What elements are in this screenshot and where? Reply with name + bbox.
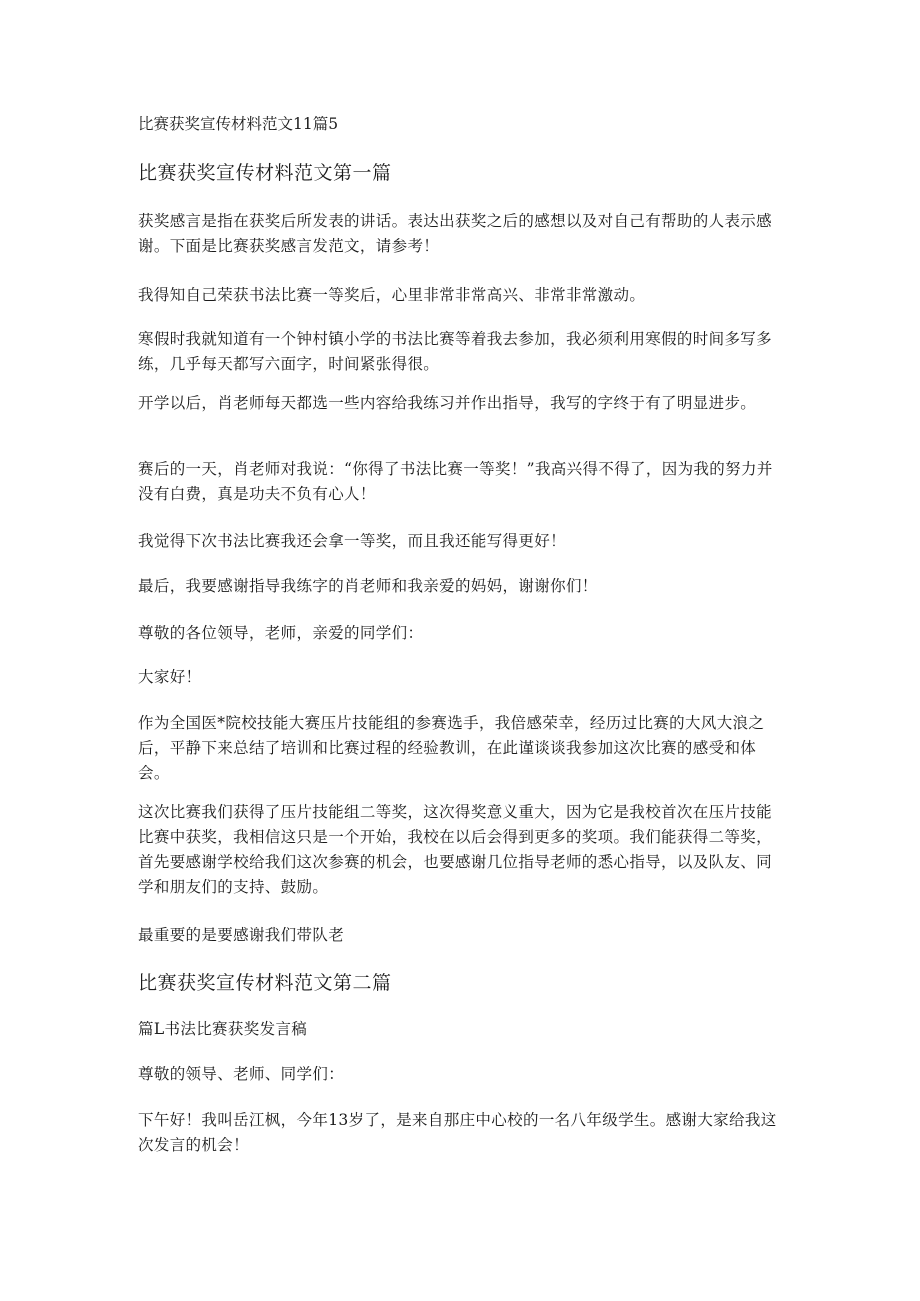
paragraph: 这次比赛我们获得了压片技能组二等奖，这次得奖意义重大，因为它是我校首次在压片技能比赛中获奖，我相信这只是一个开始，我校在以后会得到更多的奖项。我们能获得二等奖，首先要感谢学校给我们这次参赛的机会，也要感谢几位指导老师的悉心指导，以及队友、同学和朋友们的支持、鼓励。	[138, 803, 773, 896]
paragraph: 开学以后，肖老师每天都选一些内容给我练习并作出指导，我写的字终于有了明显进步。	[138, 394, 757, 412]
paragraph: 我觉得下次书法比赛我还会拿一等奖，而且我还能写得更好！	[138, 532, 566, 550]
section-heading-1: 比赛获奖宣传材料范文第一篇	[138, 162, 392, 184]
paragraph: 下午好！我叫岳江枫，今年13岁了，是来自那庄中心校的一名八年级学生。感谢大家给我这次发言的机会！	[138, 1111, 777, 1154]
paragraph: 尊敬的领导、老师、同学们：	[138, 1065, 345, 1083]
paragraph: 尊敬的各位领导，老师，亲爱的同学们：	[138, 624, 424, 642]
paragraph: 我得知自己荣获书法比赛一等奖后，心里非常非常高兴、非常非常激动。	[138, 286, 646, 304]
document-title: 比赛获奖宣传材料范文11篇5	[138, 115, 339, 133]
paragraph: 篇L书法比赛获奖发言稿	[138, 1020, 308, 1038]
paragraph: 大家好！	[138, 668, 202, 686]
paragraph: 赛后的一天，肖老师对我说：“你得了书法比赛一等奖！”我高兴得不得了，因为我的努力并没有白费，真是功夫不负有心人！	[138, 460, 773, 503]
paragraph: 最后，我要感谢指导我练字的肖老师和我亲爱的妈妈，谢谢你们！	[138, 577, 598, 595]
paragraph: 寒假时我就知道有一个钟村镇小学的书法比赛等着我去参加，我必须利用寒假的时间多写多练，几乎每天都写六面字，时间紧张得很。	[138, 330, 773, 373]
paragraph: 作为全国医*院校技能大赛压片技能组的参赛选手，我倍感荣幸，经历过比赛的大风大浪之后，平静下来总结了培训和比赛过程的经验教训，在此谨谈谈我参加这次比赛的感受和体会。	[138, 714, 765, 782]
paragraph: 获奖感言是指在获奖后所发表的讲话。表达出获奖之后的感想以及对自己有帮助的人表示感谢。下面是比赛获奖感言发范文，请参考！	[138, 212, 773, 255]
paragraph: 最重要的是要感谢我们带队老	[138, 926, 345, 944]
section-heading-2: 比赛获奖宣传材料范文第二篇	[138, 972, 392, 994]
